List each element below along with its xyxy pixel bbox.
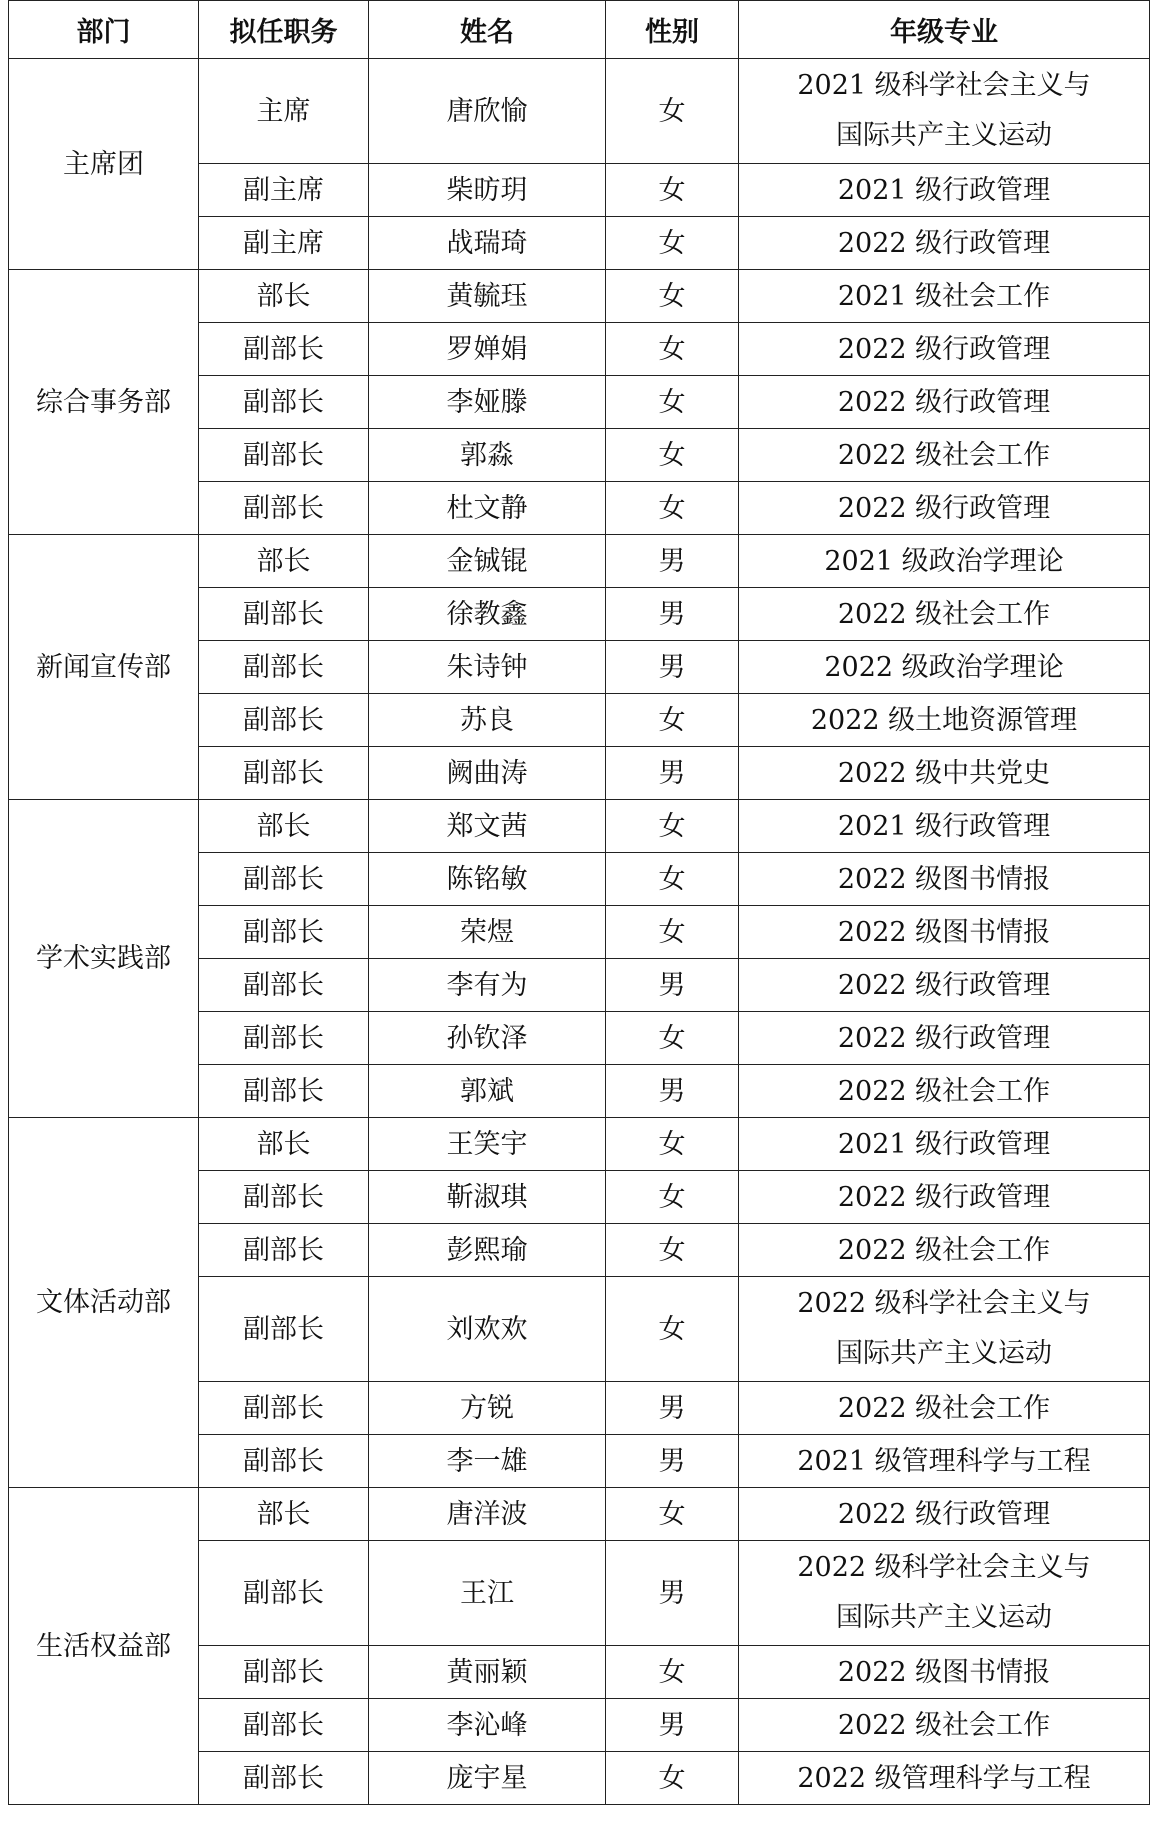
position-cell: 部长 [199, 800, 369, 853]
name-cell: 方锐 [369, 1382, 606, 1435]
gender-cell: 女 [606, 217, 739, 270]
position-cell: 副部长 [199, 1699, 369, 1752]
department-cell: 主席团 [9, 59, 199, 270]
header-gender: 性别 [606, 1, 739, 59]
name-cell: 战瑞琦 [369, 217, 606, 270]
gender-cell: 男 [606, 588, 739, 641]
position-cell: 副部长 [199, 694, 369, 747]
name-cell: 唐洋波 [369, 1488, 606, 1541]
major-line: 2022 级社会工作 [837, 1392, 1051, 1424]
department-cell: 综合事务部 [9, 270, 199, 535]
major-cell [739, 1224, 1150, 1277]
major-line: 2021 级政治学理论 [824, 545, 1064, 577]
table-row [9, 800, 1150, 853]
major-cell [739, 59, 1150, 164]
header-position: 拟任职务 [199, 1, 369, 59]
position-cell: 部长 [199, 1118, 369, 1171]
major-cell [739, 694, 1150, 747]
major-line: 2022 级行政管理 [837, 386, 1051, 418]
name-cell: 罗婵娟 [369, 323, 606, 376]
gender-cell: 女 [606, 429, 739, 482]
major-cell [739, 641, 1150, 694]
position-cell: 副主席 [199, 217, 369, 270]
appointment-table [8, 0, 1150, 1805]
name-cell: 王江 [369, 1541, 606, 1646]
major-cell [739, 1699, 1150, 1752]
position-cell: 副部长 [199, 482, 369, 535]
gender-cell: 女 [606, 853, 739, 906]
position-cell: 副部长 [199, 1012, 369, 1065]
major-line: 2022 级行政管理 [837, 333, 1051, 365]
gender-cell: 女 [606, 376, 739, 429]
major-cell [739, 482, 1150, 535]
major-cell [739, 1382, 1150, 1435]
gender-cell: 女 [606, 323, 739, 376]
position-cell: 副部长 [199, 641, 369, 694]
gender-cell: 女 [606, 1488, 739, 1541]
major-line: 2021 级行政管理 [837, 810, 1051, 842]
major-line: 2022 级社会工作 [837, 1234, 1051, 1266]
name-cell: 王笑宇 [369, 1118, 606, 1171]
major-line: 2022 级社会工作 [837, 439, 1051, 471]
position-cell: 副部长 [199, 959, 369, 1012]
major-line: 2021 级管理科学与工程 [797, 1445, 1091, 1477]
position-cell: 主席 [199, 59, 369, 164]
name-cell: 李一雄 [369, 1435, 606, 1488]
position-cell: 副部长 [199, 1224, 369, 1277]
name-cell: 靳淑琪 [369, 1171, 606, 1224]
position-cell: 副主席 [199, 164, 369, 217]
major-line: 2022 级社会工作 [837, 598, 1051, 630]
name-cell: 陈铭敏 [369, 853, 606, 906]
position-cell: 副部长 [199, 1382, 369, 1435]
table-row [9, 59, 1150, 164]
department-cell: 文体活动部 [9, 1118, 199, 1488]
name-cell: 荣煜 [369, 906, 606, 959]
major-cell [739, 853, 1150, 906]
major-line: 2021 级行政管理 [837, 174, 1051, 206]
gender-cell: 女 [606, 482, 739, 535]
major-line: 2022 级科学社会主义与 [797, 1552, 1091, 1583]
name-cell: 郭斌 [369, 1065, 606, 1118]
name-cell: 庞宇星 [369, 1752, 606, 1805]
major-line: 2022 级中共党史 [837, 757, 1051, 789]
position-cell: 副部长 [199, 1171, 369, 1224]
position-cell: 副部长 [199, 1541, 369, 1646]
major-cell [739, 1065, 1150, 1118]
position-cell: 副部长 [199, 1752, 369, 1805]
major-cell [739, 1752, 1150, 1805]
major-cell [739, 1435, 1150, 1488]
table-row [9, 270, 1150, 323]
name-cell: 阙曲涛 [369, 747, 606, 800]
major-cell [739, 535, 1150, 588]
name-cell: 黄毓珏 [369, 270, 606, 323]
table-row [9, 1118, 1150, 1171]
table-row [9, 535, 1150, 588]
position-cell: 副部长 [199, 376, 369, 429]
major-line: 2022 级政治学理论 [824, 651, 1064, 683]
gender-cell: 女 [606, 1752, 739, 1805]
major-cell [739, 747, 1150, 800]
major-line: 2022 级行政管理 [837, 227, 1051, 259]
major-line: 2021 级社会工作 [837, 280, 1051, 312]
major-cell [739, 588, 1150, 641]
name-cell: 郭淼 [369, 429, 606, 482]
gender-cell: 男 [606, 959, 739, 1012]
gender-cell: 女 [606, 1646, 739, 1699]
name-cell: 朱诗钟 [369, 641, 606, 694]
gender-cell: 男 [606, 535, 739, 588]
gender-cell: 女 [606, 906, 739, 959]
position-cell: 副部长 [199, 853, 369, 906]
major-cell [739, 1541, 1150, 1646]
major-line: 2022 级行政管理 [837, 1022, 1051, 1054]
position-cell: 副部长 [199, 1065, 369, 1118]
gender-cell: 女 [606, 270, 739, 323]
name-cell: 苏良 [369, 694, 606, 747]
gender-cell: 男 [606, 1065, 739, 1118]
major-cell [739, 376, 1150, 429]
gender-cell: 男 [606, 747, 739, 800]
position-cell: 副部长 [199, 588, 369, 641]
name-cell: 杜文静 [369, 482, 606, 535]
gender-cell: 女 [606, 59, 739, 164]
position-cell: 部长 [199, 1488, 369, 1541]
name-cell: 金铖锟 [369, 535, 606, 588]
position-cell: 副部长 [199, 429, 369, 482]
major-line: 2022 级行政管理 [837, 1498, 1051, 1530]
position-cell: 副部长 [199, 747, 369, 800]
gender-cell: 女 [606, 164, 739, 217]
position-cell: 部长 [199, 270, 369, 323]
gender-cell: 男 [606, 1541, 739, 1646]
major-cell [739, 1488, 1150, 1541]
gender-cell: 男 [606, 641, 739, 694]
table-row [9, 1488, 1150, 1541]
gender-cell: 女 [606, 1118, 739, 1171]
major-line: 2022 级图书情报 [837, 916, 1051, 948]
gender-cell: 女 [606, 1171, 739, 1224]
position-cell: 副部长 [199, 1646, 369, 1699]
gender-cell: 男 [606, 1699, 739, 1752]
major-line: 2022 级行政管理 [837, 969, 1051, 1001]
major-line: 2021 级科学社会主义与 [797, 70, 1091, 101]
major-cell [739, 1171, 1150, 1224]
name-cell: 彭熙瑜 [369, 1224, 606, 1277]
gender-cell: 男 [606, 1382, 739, 1435]
name-cell: 李娅滕 [369, 376, 606, 429]
name-cell: 李有为 [369, 959, 606, 1012]
gender-cell: 女 [606, 1277, 739, 1382]
department-cell: 生活权益部 [9, 1488, 199, 1805]
name-cell: 孙钦泽 [369, 1012, 606, 1065]
major-cell [739, 1118, 1150, 1171]
gender-cell: 男 [606, 1435, 739, 1488]
major-cell [739, 800, 1150, 853]
name-cell: 柴昉玥 [369, 164, 606, 217]
position-cell: 部长 [199, 535, 369, 588]
major-cell [739, 959, 1150, 1012]
major-line: 2022 级社会工作 [837, 1075, 1051, 1107]
header-department: 部门 [9, 1, 199, 59]
name-cell: 唐欣愉 [369, 59, 606, 164]
major-line: 2022 级管理科学与工程 [797, 1762, 1091, 1794]
major-line: 2022 级行政管理 [837, 492, 1051, 524]
major-line: 国际共产主义运动 [836, 1602, 1052, 1633]
name-cell: 郑文茜 [369, 800, 606, 853]
major-line: 2022 级图书情报 [837, 863, 1051, 895]
header-major: 年级专业 [739, 1, 1150, 59]
header-name: 姓名 [369, 1, 606, 59]
major-cell [739, 217, 1150, 270]
major-cell [739, 323, 1150, 376]
major-line: 2022 级科学社会主义与 [797, 1288, 1091, 1319]
major-line: 2022 级图书情报 [837, 1656, 1051, 1688]
major-cell [739, 1012, 1150, 1065]
name-cell: 刘欢欢 [369, 1277, 606, 1382]
position-cell: 副部长 [199, 1435, 369, 1488]
name-cell: 黄丽颖 [369, 1646, 606, 1699]
document-page [8, 0, 1149, 1805]
position-cell: 副部长 [199, 1277, 369, 1382]
major-cell [739, 429, 1150, 482]
department-cell: 学术实践部 [9, 800, 199, 1118]
gender-cell: 女 [606, 694, 739, 747]
name-cell: 徐教鑫 [369, 588, 606, 641]
department-cell: 新闻宣传部 [9, 535, 199, 800]
position-cell: 副部长 [199, 323, 369, 376]
major-line: 2022 级社会工作 [837, 1709, 1051, 1741]
gender-cell: 女 [606, 800, 739, 853]
gender-cell: 女 [606, 1224, 739, 1277]
major-cell [739, 164, 1150, 217]
major-cell [739, 1646, 1150, 1699]
major-line: 国际共产主义运动 [836, 120, 1052, 151]
major-line: 2022 级土地资源管理 [810, 704, 1078, 736]
major-line: 2021 级行政管理 [837, 1128, 1051, 1160]
position-cell: 副部长 [199, 906, 369, 959]
name-cell: 李沁峰 [369, 1699, 606, 1752]
table-body [9, 59, 1150, 1805]
major-line: 国际共产主义运动 [836, 1338, 1052, 1369]
gender-cell: 女 [606, 1012, 739, 1065]
major-line: 2022 级行政管理 [837, 1181, 1051, 1213]
major-cell [739, 906, 1150, 959]
header-row [9, 1, 1150, 59]
major-cell [739, 270, 1150, 323]
major-cell [739, 1277, 1150, 1382]
